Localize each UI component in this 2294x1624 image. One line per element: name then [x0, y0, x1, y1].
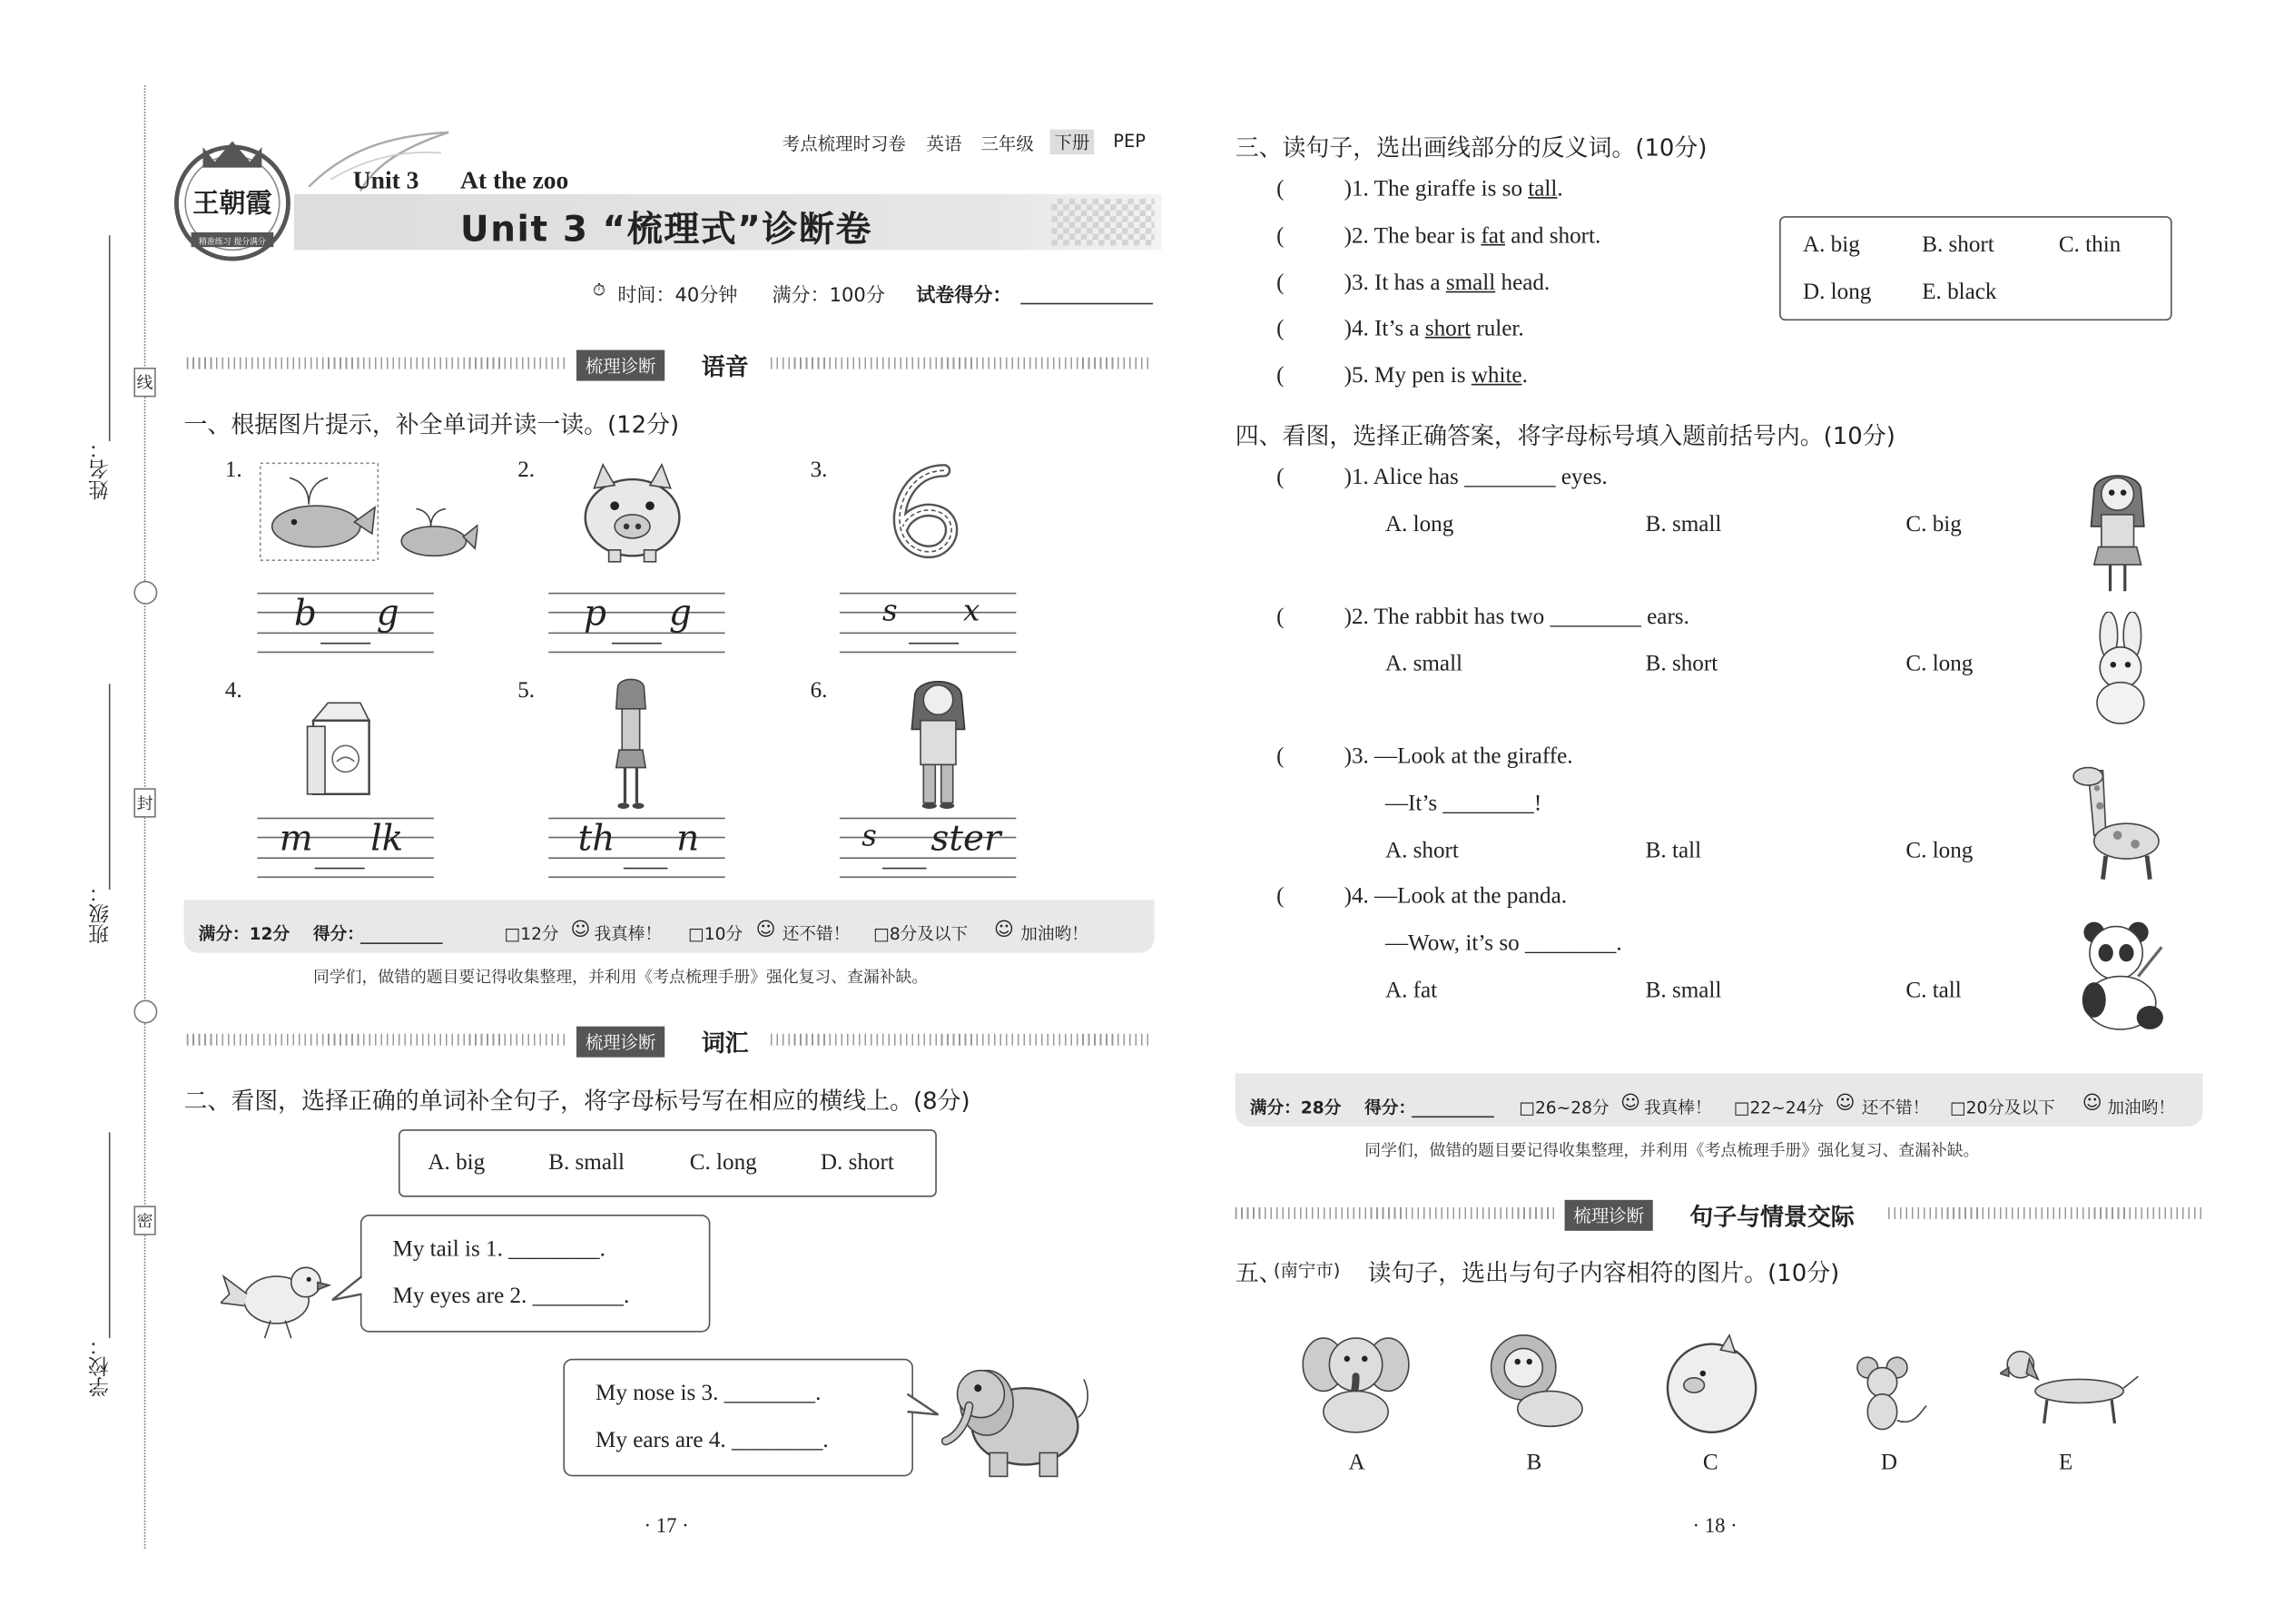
q5-label-a: A [1348, 1450, 1365, 1475]
q3-underlined-word: tall [1528, 176, 1558, 202]
q1-title: 一、根据图片提示，补全单词并读一读。(12分) [183, 409, 680, 438]
q3-paren[interactable]: ( [1276, 363, 1285, 389]
q4-option: B. short [1645, 651, 1718, 677]
header-grade: 三年级 [980, 133, 1034, 155]
header-subject: 英语 [926, 133, 962, 155]
svg-text:精准练习 提分满分: 精准练习 提分满分 [198, 237, 266, 247]
q4-level-1[interactable]: □26~28分 [1519, 1097, 1610, 1118]
q3-item-text: head. [1495, 271, 1551, 296]
q3-option-c: C. thin [2058, 231, 2122, 258]
q4-paren[interactable]: ( [1276, 604, 1285, 630]
q1-level-3-text: 加油哟！ [1020, 923, 1088, 944]
q4-question-line: )3. —Look at the giraffe. [1344, 743, 1573, 770]
q4-level-2-text: 还不错！ [1861, 1097, 1930, 1118]
bird-speech-bubble [360, 1215, 711, 1333]
mouse-icon [1847, 1353, 1930, 1435]
q4-option: A. long [1384, 511, 1454, 537]
q3-underlined-word: white [1471, 363, 1522, 389]
section-divider [771, 358, 1153, 369]
dog-icon [2000, 1341, 2141, 1432]
school-write-line [109, 1132, 111, 1338]
q1-blank[interactable] [909, 643, 959, 645]
section-title-sentences: 句子与情景交际 [1689, 1203, 1855, 1231]
q3-underlined-word: fat [1481, 223, 1505, 249]
q4-score-got-label: 得分： [1364, 1097, 1416, 1118]
q4-option: B. tall [1645, 838, 1702, 863]
elephant-speech-bubble [563, 1359, 913, 1477]
q4-paren[interactable]: ( [1276, 464, 1285, 490]
q1-letter-right: lk [370, 817, 404, 860]
q4-question-line: —Wow, it’s so ________. [1384, 930, 1622, 956]
q1-blank[interactable] [320, 643, 370, 645]
q4-option: C. big [1905, 511, 1962, 537]
q4-paren[interactable]: ( [1276, 743, 1285, 770]
q1-item-number: 4. [224, 677, 242, 704]
q4-question-line: )1. Alice has ________ eyes. [1344, 464, 1608, 490]
q3-item [1344, 316, 1524, 342]
q4-score-field[interactable] [1412, 1117, 1494, 1118]
q3-item-text: . [1557, 176, 1563, 202]
q4-paren[interactable]: ( [1276, 883, 1285, 910]
q1-letter-right: x [963, 592, 980, 628]
section-tag: 梳理诊断 [1565, 1200, 1653, 1231]
q4-level-3[interactable]: □20分及以下 [1949, 1097, 2055, 1118]
smile-face-icon: ☺ [1620, 1092, 1641, 1115]
margin-ornament-icon [133, 581, 157, 605]
cut-mark-secret: 密 [133, 1206, 155, 1235]
q3-option-d: D. long [1802, 279, 1872, 305]
q3-item-text: )1. The giraffe is so [1344, 176, 1529, 202]
giraffe-icon [2068, 762, 2174, 882]
q1-score-got-label: 得分： [313, 923, 364, 944]
margin-ornament-icon [133, 1000, 157, 1024]
q4-level-2[interactable]: □22~24分 [1733, 1097, 1825, 1118]
smile-face-icon: ☺ [2082, 1092, 2102, 1115]
q3-item [1344, 223, 1601, 250]
q4-question-line: )2. The rabbit has two ________ ears. [1344, 604, 1689, 630]
sister-icon [906, 676, 970, 812]
thin-girl-icon [605, 676, 655, 812]
q1-level-1-text: 我真棒！ [594, 923, 662, 944]
q4-question-line: )4. —Look at the panda. [1344, 883, 1568, 910]
q4-option: A. small [1384, 651, 1463, 677]
q4-score-full: 满分：28分 [1249, 1097, 1342, 1118]
q1-blank[interactable] [882, 868, 927, 870]
class-label: 班级： [88, 881, 113, 944]
q5-city: (南宁市) [1273, 1260, 1341, 1281]
smile-face-icon: ☺ [994, 919, 1015, 941]
q5-title: 读句子，选出与句子内容相符的图片。(10分) [1367, 1258, 1840, 1287]
q4-level-3-text: 加油哟！ [2107, 1097, 2175, 1118]
q1-item-number: 5. [517, 677, 536, 704]
header-edition: PEP [1113, 131, 1147, 152]
q3-item-text: )3. It has a [1344, 271, 1446, 296]
section-divider [187, 1034, 569, 1046]
q5-label-e: E [2058, 1450, 2073, 1475]
banner-checker-pattern [1051, 199, 1154, 246]
q1-level-1[interactable]: □12分 [504, 923, 559, 944]
q3-underlined-word: small [1445, 271, 1496, 296]
q3-title: 三、读句子，选出画线部分的反义词。(10分) [1235, 133, 1708, 162]
bubble-tail [330, 1274, 363, 1306]
q4-option: A. short [1384, 838, 1459, 863]
q1-note: 同学们，做错的题目要记得收集整理，并利用《考点梳理手册》强化复习、查漏补缺。 [313, 967, 929, 987]
q1-letter-left: b [293, 592, 317, 635]
unit-title: At the zoo [460, 166, 569, 194]
q5-label-c: C [1702, 1450, 1718, 1475]
unit-label: Unit 3 [352, 166, 419, 194]
q4-question-line: —It’s ________! [1384, 791, 1542, 817]
smile-face-icon: ☺ [755, 919, 776, 941]
elephant-icon [1300, 1324, 1412, 1435]
lion-icon [1480, 1329, 1591, 1435]
q1-score-full: 满分：12分 [198, 923, 290, 944]
svg-text:王朝霞: 王朝霞 [192, 187, 272, 219]
q4-note: 同学们，做错的题目要记得收集整理，并利用《考点梳理手册》强化复习、查漏补缺。 [1364, 1141, 1980, 1161]
section-title-vocab: 词汇 [701, 1029, 749, 1058]
q2-option-c: C. long [689, 1149, 757, 1176]
page-title: Unit 3 “梳理式”诊断卷 [460, 209, 872, 251]
q1-item-number: 1. [224, 457, 242, 483]
q4-option: C. long [1905, 838, 1974, 863]
exam-score-field[interactable] [1020, 303, 1153, 305]
cut-mark-line: 线 [133, 368, 155, 397]
bird-icon [221, 1250, 330, 1341]
section-divider [1236, 1207, 1559, 1219]
q4-level-1-text: 我真棒！ [1644, 1097, 1712, 1118]
header-term: 下册 [1050, 130, 1095, 155]
q1-blank[interactable] [315, 868, 365, 870]
section-title-phonics: 语音 [701, 352, 749, 381]
q3-item-text: ruler. [1471, 316, 1524, 341]
q1-level-3[interactable]: □8分及以下 [873, 923, 969, 944]
smile-face-icon: ☺ [570, 919, 591, 941]
q5-title-prefix: 五、 [1235, 1258, 1283, 1287]
q3-underlined-word: short [1424, 316, 1472, 341]
q3-item [1344, 271, 1551, 297]
q2-option-b: B. small [548, 1149, 625, 1176]
name-write-line [109, 235, 111, 441]
q1-letter-right: n [676, 817, 700, 860]
full-score-info: 满分：100分 [772, 285, 885, 308]
q2-option-d: D. short [820, 1149, 894, 1176]
q1-letter-left: p [584, 592, 607, 635]
q1-letter-right: g [669, 592, 692, 635]
q2-sentence-4: My ears are 4. ________. [596, 1427, 829, 1453]
section-tag: 梳理诊断 [576, 350, 665, 381]
q4-title: 四、看图，选择正确答案，将字母标号填入题前括号内。(10分) [1235, 421, 1895, 450]
page-number-left: · 17 · [644, 1516, 689, 1539]
q4-option: B. small [1645, 978, 1722, 1003]
q1-blank[interactable] [624, 868, 668, 870]
q3-item-text: and short. [1504, 223, 1601, 249]
header-series: 考点梳理时习卷 [782, 133, 906, 155]
q4-option: B. small [1645, 511, 1722, 537]
q2-title: 二、看图，选择正确的单词补全句子，将字母标号写在相应的横线上。(8分) [183, 1087, 970, 1115]
q1-score-field[interactable] [360, 942, 443, 944]
q4-option: C. tall [1905, 978, 1962, 1003]
brand-logo [159, 123, 306, 271]
class-write-line [109, 684, 111, 890]
pig-icon [574, 456, 692, 565]
q3-item-text: )4. It’s a [1344, 316, 1425, 341]
q1-item-number: 3. [810, 457, 828, 483]
section-tag: 梳理诊断 [576, 1027, 665, 1058]
q2-sentence-3: My nose is 3. ________. [596, 1381, 822, 1406]
q2-option-a: A. big [428, 1149, 486, 1176]
whale-icon [257, 460, 478, 563]
cut-mark-seal: 封 [133, 788, 155, 817]
elephant-icon [937, 1350, 1098, 1482]
q4-option: C. long [1905, 651, 1974, 677]
q3-item-text: )2. The bear is [1344, 223, 1482, 249]
q3-item-text: . [1521, 363, 1528, 389]
q3-item [1344, 363, 1528, 389]
q3-item [1344, 176, 1563, 202]
q1-letter-left: th [577, 817, 615, 860]
q5-label-d: D [1880, 1450, 1897, 1475]
q1-letter-left: s [881, 592, 898, 628]
section-divider [771, 1034, 1153, 1046]
time-info: 时间：40分钟 [617, 285, 738, 308]
rabbit-icon [2080, 612, 2162, 726]
page-number-right: · 18 · [1692, 1516, 1738, 1539]
q3-paren[interactable]: ( [1276, 316, 1285, 341]
q3-option-a: A. big [1802, 231, 1860, 258]
exam-score-label: 试卷得分： [916, 285, 1012, 308]
q3-paren[interactable]: ( [1276, 176, 1285, 202]
q1-level-2-text: 还不错！ [782, 923, 851, 944]
q1-letter-left: s [861, 817, 877, 853]
q1-letter-right: g [376, 592, 399, 635]
six-icon [882, 458, 970, 561]
q3-option-e: E. black [1922, 279, 1997, 305]
pig-icon [1656, 1333, 1767, 1439]
q3-option-b: B. short [1922, 231, 1994, 258]
q2-sentence-2: My eyes are 2. ________. [392, 1284, 630, 1309]
q5-label-b: B [1526, 1450, 1542, 1475]
q1-item-number: 2. [517, 457, 536, 483]
name-label: 姓名： [88, 438, 113, 500]
q1-letter-right: ster [930, 817, 1001, 860]
section-divider [1888, 1207, 2203, 1219]
q2-sentence-1: My tail is 1. ________. [392, 1236, 605, 1262]
q3-paren[interactable]: ( [1276, 271, 1285, 296]
q1-item-number: 6. [810, 677, 828, 704]
section-divider [187, 358, 569, 369]
alice-girl-icon [2085, 470, 2150, 600]
panda-icon [2073, 918, 2171, 1036]
q4-option: A. fat [1384, 978, 1438, 1003]
q3-paren[interactable]: ( [1276, 223, 1285, 249]
milk-icon [301, 697, 375, 800]
q1-blank[interactable] [612, 643, 662, 645]
q1-level-2[interactable]: □10分 [688, 923, 743, 944]
q3-item-text: )5. My pen is [1344, 363, 1472, 389]
clock-icon: ⏱ [592, 281, 605, 300]
school-label: 学校： [88, 1334, 113, 1397]
q1-letter-left: m [279, 817, 313, 860]
smile-face-icon: ☺ [1835, 1092, 1856, 1115]
